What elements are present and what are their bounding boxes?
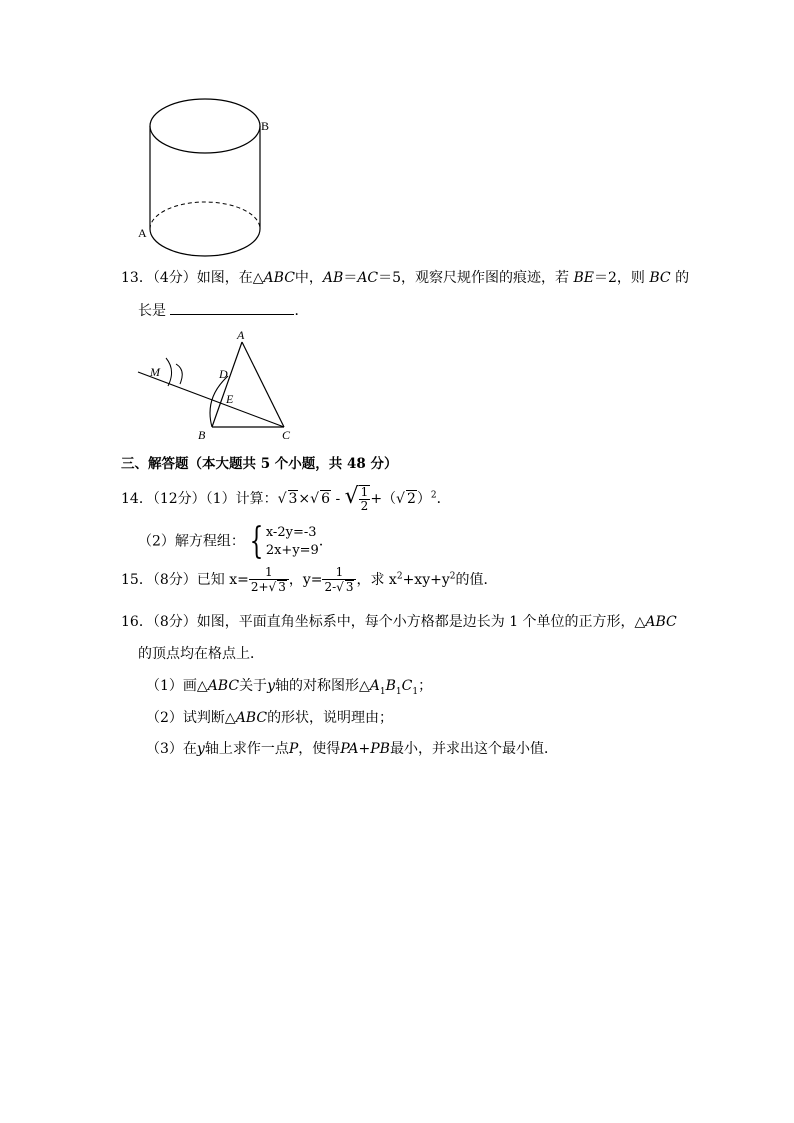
- exp-y: 2: [449, 571, 456, 582]
- q15-number: 15．: [121, 571, 153, 588]
- q13-line1: [121, 270, 689, 287]
- q16-p1-abc: ABC: [207, 678, 240, 694]
- q14-part1-label: （1）计算：: [205, 491, 278, 507]
- q16-p: P: [288, 741, 299, 757]
- q16-line1: [121, 614, 677, 631]
- q14-part2-end: ．: [318, 533, 333, 550]
- sub-1: 1: [412, 686, 419, 697]
- q16-p1-a: （1）画△: [146, 678, 208, 694]
- fraction-x: [249, 566, 289, 594]
- label-D: D: [219, 367, 228, 381]
- label-A: A: [237, 330, 245, 342]
- close-paren: ）: [416, 491, 431, 507]
- q13-text-c: 的: [670, 270, 690, 286]
- q16-p3-y: y: [196, 741, 205, 757]
- q16-part3: [146, 741, 558, 758]
- q13-eq2: ＝5，观察尺规作图的痕迹，若: [378, 270, 574, 286]
- sqrt-sign: √: [396, 491, 405, 507]
- arc-near-M-2: [176, 364, 182, 384]
- answer-blank[interactable]: [170, 302, 294, 315]
- q14-part2-label: （2）解方程组：: [138, 533, 245, 550]
- sqrt-sign: √: [277, 491, 287, 507]
- q15-score: （8分）: [152, 571, 197, 588]
- y-den-sqrt-3: 3: [345, 580, 354, 595]
- q14-number: 14．: [121, 491, 153, 507]
- q13-eq1: ＝: [343, 270, 358, 286]
- q16-p2-a: （2）试判断△: [146, 710, 236, 726]
- q16-part2: [146, 710, 393, 727]
- q15-line: [121, 566, 497, 594]
- y-den-prefix: 2-: [324, 580, 337, 595]
- q16-abc: ABC: [645, 614, 677, 630]
- q16-p1-c: 轴的对称图形△: [274, 678, 370, 694]
- cylinder-bottom-back-dashed: [150, 202, 260, 229]
- q16-line2: 的顶点均在格点上．: [138, 646, 264, 662]
- equation-system: [266, 524, 319, 559]
- times-sign: ×: [298, 491, 311, 507]
- q16-p3-c: ，使得: [298, 741, 341, 757]
- q15-text-e: 的值．: [455, 572, 498, 589]
- cylinder-figure: [130, 95, 290, 265]
- q16-p3-d: 最小，并求出这个最小值．: [389, 741, 558, 757]
- q16-p1-b: 关于: [239, 678, 268, 694]
- label-C: C: [282, 428, 291, 442]
- label-M: M: [150, 365, 160, 379]
- side-AB: [212, 342, 242, 427]
- q16-p1-y: y: [267, 678, 275, 694]
- sqrt-sign: √: [310, 491, 320, 507]
- sqrt-6: 6: [321, 491, 330, 507]
- q15-text-d: +xy+y: [402, 572, 450, 589]
- q13-text-a: 如图，在△: [196, 270, 264, 286]
- q16-part1: [146, 678, 432, 698]
- x-den-prefix: 2+: [250, 580, 269, 595]
- q13-bc: BC: [649, 270, 671, 286]
- q15-text-a: 已知 x=: [196, 571, 249, 588]
- sub-1: 1: [395, 686, 402, 697]
- sqrt-sign: √: [344, 484, 359, 509]
- q13-line2: [138, 302, 308, 320]
- q13-text-b: 中，: [294, 270, 323, 286]
- q14-line1: [121, 484, 451, 513]
- y-denominator: 2-√ 3: [322, 579, 356, 594]
- q14-end: ．: [436, 491, 451, 507]
- q13-score: （4分）: [152, 270, 197, 286]
- cylinder-top-ellipse: [150, 99, 260, 153]
- triangle-figure: [130, 330, 300, 445]
- q16-p2-b: 的形状，说明理由；: [267, 710, 394, 726]
- q16-pb: PB: [370, 741, 390, 757]
- q16-text-1: 如图，平面直角坐标系中，每个小方格都是边长为 1 个单位的正方形，△: [196, 614, 646, 630]
- q15-tail: [356, 572, 497, 588]
- q16-c1: C: [401, 678, 413, 694]
- x-den-sqrt-3: 3: [278, 580, 286, 595]
- q15-text-b: ，y=: [288, 571, 323, 588]
- equation-2: 2x+y=9: [265, 543, 319, 558]
- sqrt-3: 3: [288, 491, 298, 507]
- fraction-numerator: 1: [360, 484, 369, 499]
- q13-eq3: ＝2，则: [594, 270, 650, 286]
- section-3-heading: 三、解答题（本大题共 5 个小题，共 48 分）: [121, 456, 398, 472]
- q16-b1: B: [385, 678, 396, 694]
- q13-end: ．: [294, 303, 309, 319]
- power-2: 2: [430, 490, 437, 501]
- q16-p3-b: 轴上求作一点: [204, 741, 289, 757]
- q14-score: （12分）: [152, 491, 206, 507]
- sub-1: 1: [379, 686, 386, 697]
- q14-line2: [138, 521, 333, 562]
- q13-ac: AC: [357, 270, 379, 286]
- q16-plus: +: [358, 741, 371, 757]
- x-denominator: 2+√ 3: [249, 579, 289, 594]
- q16-p2-abc: ABC: [235, 710, 268, 726]
- q16-score: （8分）: [152, 614, 197, 630]
- q16-a1: A: [369, 678, 380, 694]
- q16-pa: PA: [340, 741, 359, 757]
- exp-x: 2: [396, 571, 403, 582]
- label-E: E: [226, 392, 234, 406]
- equation-1: x-2y=-3: [265, 525, 317, 541]
- sqrt-2: 2: [406, 491, 416, 507]
- plus-paren: +（: [370, 491, 397, 507]
- q13-abc: ABC: [263, 270, 295, 286]
- q13-number: 13．: [121, 270, 153, 286]
- side-AC: [242, 342, 284, 427]
- fraction-denominator: 2: [360, 499, 369, 513]
- q13-ab: AB: [322, 270, 344, 286]
- minus-sign: -: [331, 491, 345, 507]
- arc-near-M-1: [166, 358, 172, 386]
- q16-p3-a: （3）在: [146, 741, 197, 757]
- q16-p1-end: ；: [418, 678, 433, 694]
- q16-number: 16．: [121, 614, 153, 630]
- label-A: A: [138, 226, 147, 240]
- label-B: B: [261, 119, 270, 133]
- system-brace: {: [249, 521, 264, 562]
- bisector-line: [138, 372, 284, 427]
- y-numerator: 1: [335, 565, 344, 579]
- fraction-y: [322, 566, 356, 594]
- x-numerator: 1: [265, 565, 273, 579]
- q13-be: BE: [573, 270, 595, 286]
- q15-text-c: ，求 x: [356, 572, 397, 589]
- cylinder-bottom-front: [150, 229, 260, 256]
- label-B: B: [198, 428, 206, 442]
- fraction-one-half: [359, 485, 371, 513]
- q13-text-chang: 长是: [138, 303, 166, 319]
